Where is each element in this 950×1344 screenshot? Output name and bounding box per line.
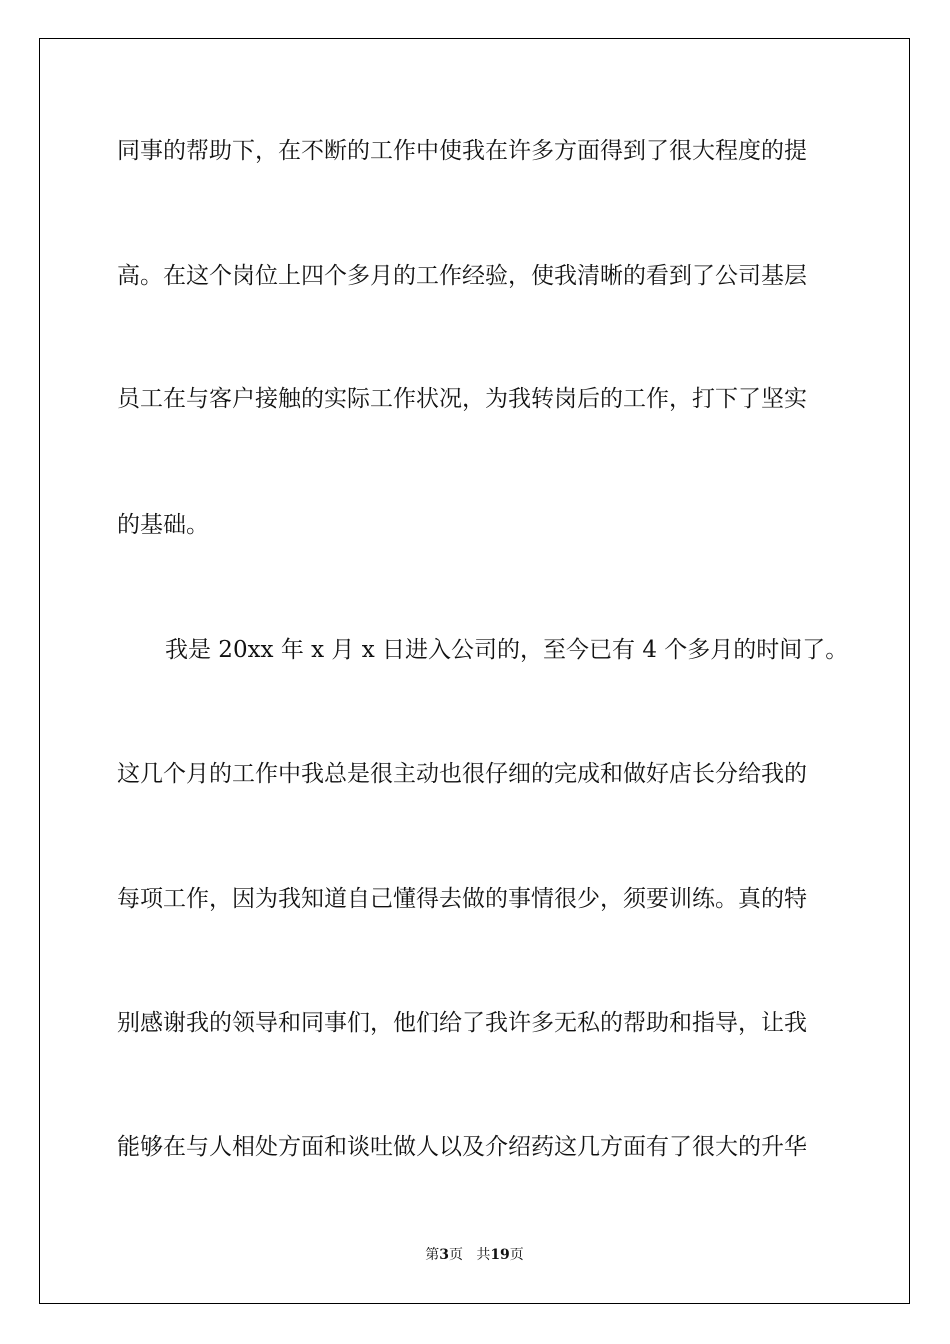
document-page (39, 38, 910, 1304)
paragraph-line-9: 能够在与人相处方面和谈吐做人以及介绍药这几方面有了很大的升华 (117, 1134, 807, 1160)
page-prefix: 第 (425, 1247, 440, 1263)
page-footer (40, 1244, 909, 1264)
paragraph-line-6: 这几个月的工作中我总是很主动也很仔细的完成和做好店长分给我的 (117, 761, 807, 787)
total-pages: 19 (490, 1247, 510, 1263)
paragraph-line-4: 的基础。 (117, 512, 209, 538)
page-number: 3 (439, 1247, 449, 1263)
page-suffix: 页 (448, 1247, 463, 1263)
paragraph-line-8: 别感谢我的领导和同事们，他们给了我许多无私的帮助和指导，让我 (117, 1010, 807, 1036)
paragraph-line-7: 每项工作，因为我知道自己懂得去做的事情很少，须要训练。真的特 (117, 886, 807, 912)
total-suffix: 页 (509, 1247, 524, 1263)
paragraph-line-3: 员工在与客户接触的实际工作状况，为我转岗后的工作，打下了坚实 (117, 386, 807, 412)
total-prefix: 共 (476, 1247, 491, 1263)
paragraph-line-2: 高。在这个岗位上四个多月的工作经验，使我清晰的看到了公司基层 (117, 263, 807, 289)
paragraph-line-5: 我是 20xx 年 x 月 x 日进入公司的，至今已有 4 个多月的时间了。 (165, 637, 849, 663)
paragraph-line-1: 同事的帮助下，在不断的工作中使我在许多方面得到了很大程度的提 (117, 138, 807, 164)
